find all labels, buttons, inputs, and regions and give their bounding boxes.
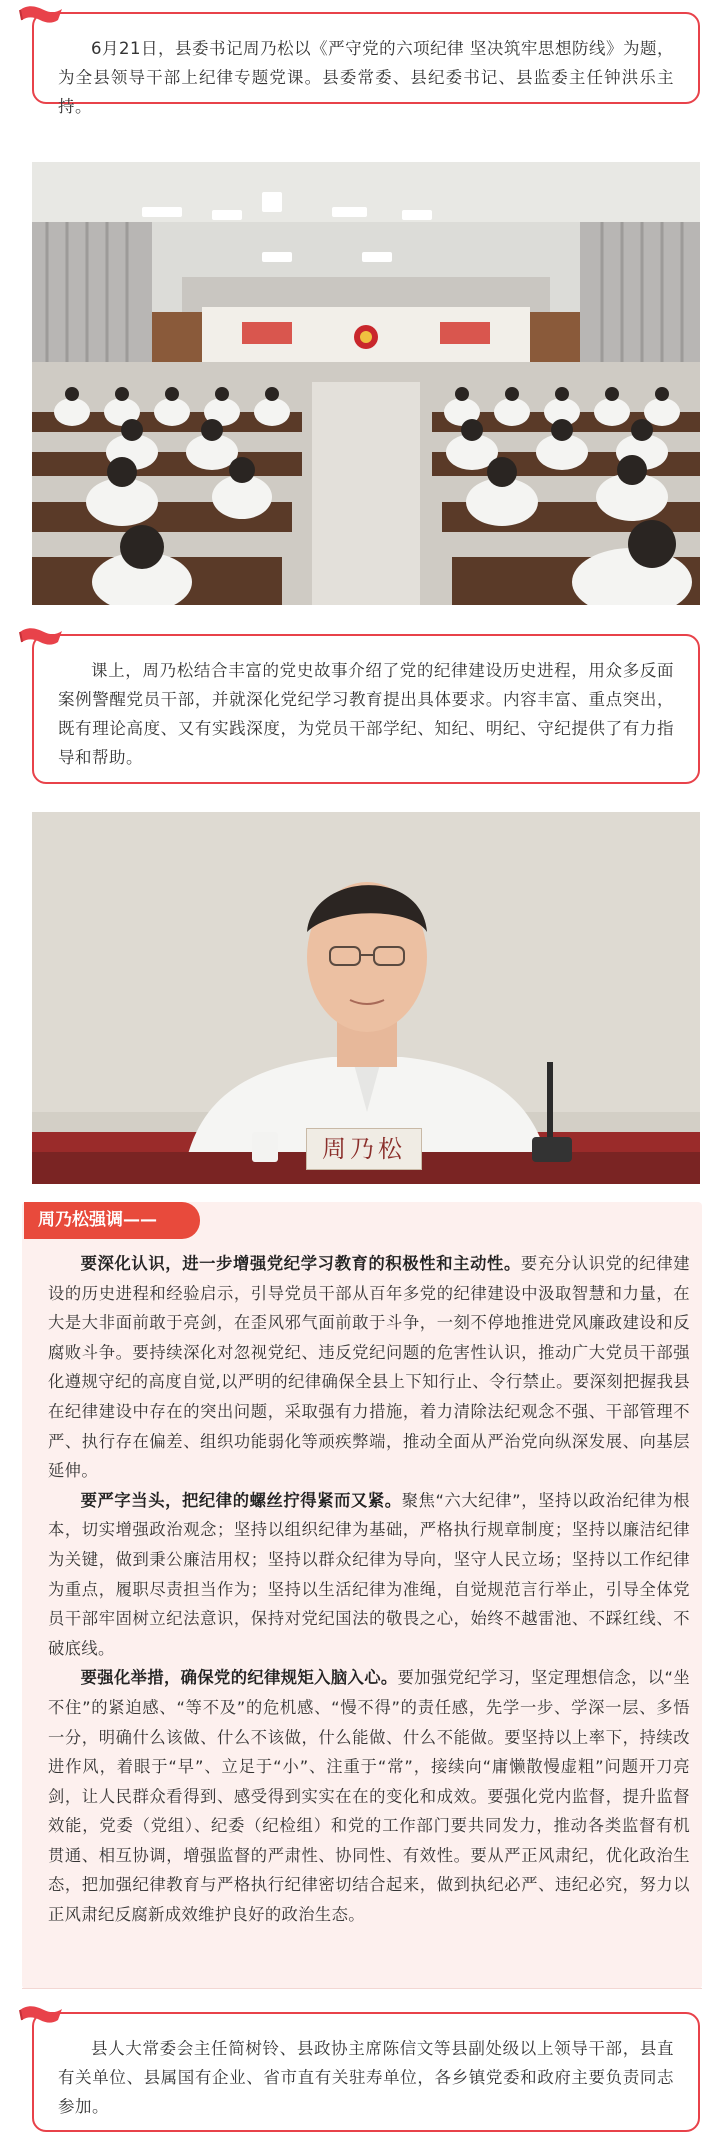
lecture-box [32,634,700,784]
paragraph-1-lead: 要深化认识，进一步增强党纪学习教育的积极性和主动性。 [80,1254,521,1273]
speaker-nameplate [306,1128,422,1170]
paragraph-1-body: 要充分认识党的纪律建设的历史进程和经验启示，引导党员干部从百年多党的纪律建设中汲取智慧和力量，在大是大非面前敢于亮剑，在歪风邪气面前敢于斗争，一刻不停地推进党风廉政建设和反腐败斗争。要持续深化对忽视党纪、违反党纪问题的危害性认识，推动广大党员干部强化遵规守纪的高度自觉,以严明的纪律确保全县上下知行止、令行禁止。要深刻把握我县在纪律建设中存在的突出问题，采取强有力措施，着力清除法纪观念不强、干部管理不严、执行存在偏差、组织功能弱化等顽疾弊端，推动全面从严治党向纵深发展、向基层延伸。 [48,1254,690,1481]
red-flag-icon [18,626,64,652]
attendees-box [32,2012,700,2132]
paragraph-3-body: 要加强党纪学习，坚定理想信念，以“坐不住”的紧迫感、“等不及”的危机感、“慢不得”的责任感，先学一步、学深一层、多悟一分，明确什么该做、什么不该做，什么能做、什么不能做。要坚持以上率下，持续改进作风，着眼于“早”、立足于“小”、注重于“常”，接续向“庸懒散慢虚粗”问题开刀亮剑，让人民群众看得到、感受得到实实在在的变化和成效。要强化党内监督，提升监督效能，党委（党组）、纪委（纪检组）和党的工作部门要共同发力，推动各类监督有机贯通、相互协调，增强监督的严肃性、协同性、有效性。要从严正风肃纪，优化政治生态，把加强纪律教育与严格执行纪律密切结合起来，做到执纪必严、违纪必究，努力以正风肃纪反腐新成效维护良好的政治生态。 [48,1668,690,1925]
red-flag-icon [18,2004,64,2030]
meeting-hall-photo [32,162,700,605]
paragraph-2-body: 聚焦“六大纪律”，坚持以政治纪律为根本，切实增强政治观念；坚持以组织纪律为基础，严格执行规章制度；坚持以廉洁纪律为关键，做到秉公廉洁用权；坚持以群众纪律为导向，坚守人民立场；坚持以工作纪律为重点，履职尽责担当作为；坚持以生活纪律为准绳，自觉规范言行举止，引导全体党员干部牢固树立纪法意识，保持对党纪国法的敬畏之心，始终不越雷池、不踩红线、不破底线。 [48,1490,690,1658]
paragraph-3-lead: 要强化举措，确保党的纪律规矩入脑入心。 [80,1668,398,1688]
emphasis-tag [24,1202,200,1239]
lecture-text: 课上，周乃松结合丰富的党史故事介绍了党的纪律建设历史进程，用众多反面案例警醒党员干部，并就深化党纪学习教育提出具体要求。内容丰富、重点突出，既有理论高度、又有实践深度，为党员干部学纪、知纪、明纪、守纪提供了有力指导和帮助。 [58,661,674,767]
attendees-text: 县人大常委会主任简树铃、县政协主席陈信文等县副处级以上领导干部，县直有关单位、县属国有企业、省市直有关驻寿单位，各乡镇党委和政府主要负责同志参加。 [58,2039,674,2116]
emphasis-body [48,1249,690,1930]
speaker-portrait-photo [32,812,700,1184]
paragraph-2-lead: 要严字当头，把纪律的螺丝拧得紧而又紧。 [80,1490,402,1510]
section-divider [22,1988,702,1989]
intro-box [32,12,700,116]
emphasis-tag-label: 周乃松强调—— [38,1210,157,1230]
red-flag-icon [18,4,64,30]
intro-text: 6月21日，县委书记周乃松以《严守党的六项纪律 坚决筑牢思想防线》为题，为全县领导干部上纪律专题党课。县委常委、县纪委书记、县监委主任钟洪乐主持。 [58,39,674,116]
nameplate-text: 周乃松 [322,1135,406,1163]
emphasis-paragraph-1 [48,1249,690,1486]
emphasis-paragraph-2 [48,1486,690,1664]
emphasis-paragraph-3 [48,1663,690,1929]
